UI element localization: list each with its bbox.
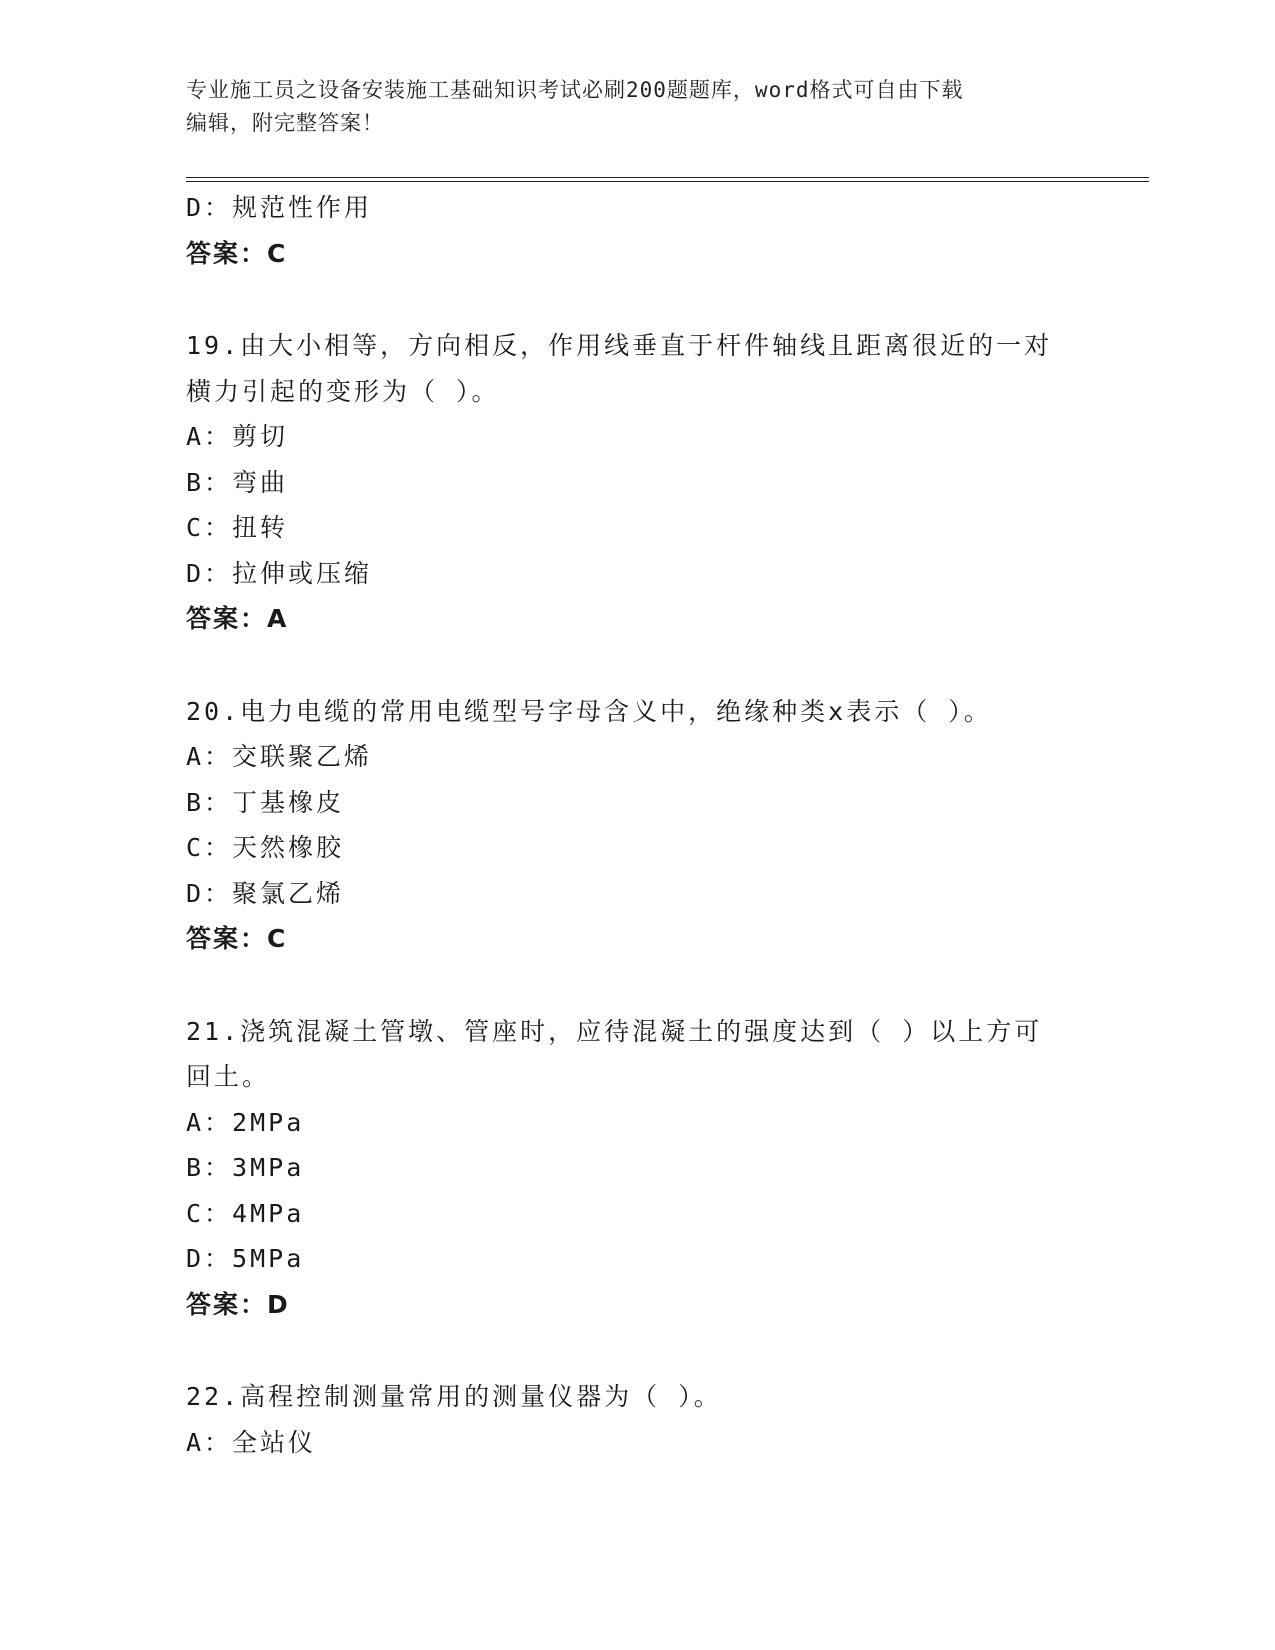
option-b: B：弯曲 [186, 467, 289, 497]
answer-line: 答案：A [186, 604, 289, 633]
question-content [186, 185, 1086, 1465]
option-c: C：扭转 [186, 513, 289, 542]
option-a: A：剪切 [186, 422, 289, 451]
question-stem: 20.电力电缆的常用电缆型号字母含义中，绝缘种类x表示（ ）。 [186, 696, 992, 726]
option-a: A：全站仪 [186, 1427, 317, 1457]
question-stem-continued: 回土。 [186, 1062, 271, 1091]
header-title-line1: 专业施工员之设备安装施工基础知识考试必刷200题题库，word格式可自由下载 [186, 78, 964, 102]
option-a: A：2MPa [186, 1107, 305, 1137]
answer-line: 答案：C [186, 924, 288, 953]
question-20 [186, 689, 1086, 962]
header-divider [186, 177, 1149, 182]
document-header [186, 74, 1066, 140]
answer-line: 答案：D [186, 1289, 290, 1319]
option-c: C：天然橡胶 [186, 833, 345, 862]
question-21 [186, 1009, 1086, 1328]
question-stem: 19.由大小相等，方向相反，作用线垂直于杆件轴线且距离很近的一对 [186, 331, 1053, 360]
option-b: B：丁基橡皮 [186, 787, 345, 817]
question-19 [186, 323, 1086, 642]
option-d: D：拉伸或压缩 [186, 558, 373, 588]
option-a: A：交联聚乙烯 [186, 742, 373, 771]
question-stem: 22.高程控制测量常用的测量仪器为（ ）。 [186, 1382, 722, 1411]
question-stem: 21.浇筑混凝土管墩、管座时，应待混凝土的强度达到（ ）以上方可 [186, 1016, 1043, 1046]
question-22 [186, 1374, 1086, 1465]
question-stem-continued: 横力引起的变形为（ ）。 [186, 376, 500, 406]
option-c: C：4MPa [186, 1198, 305, 1228]
header-title-line2: 编辑，附完整答案！ [186, 111, 384, 135]
option-d: D：聚氯乙烯 [186, 878, 345, 908]
option-d: D：5MPa [186, 1244, 305, 1273]
answer-line: 答案：C [186, 238, 288, 268]
option-b: B：3MPa [186, 1153, 305, 1182]
option-d: D：规范性作用 [186, 193, 373, 222]
